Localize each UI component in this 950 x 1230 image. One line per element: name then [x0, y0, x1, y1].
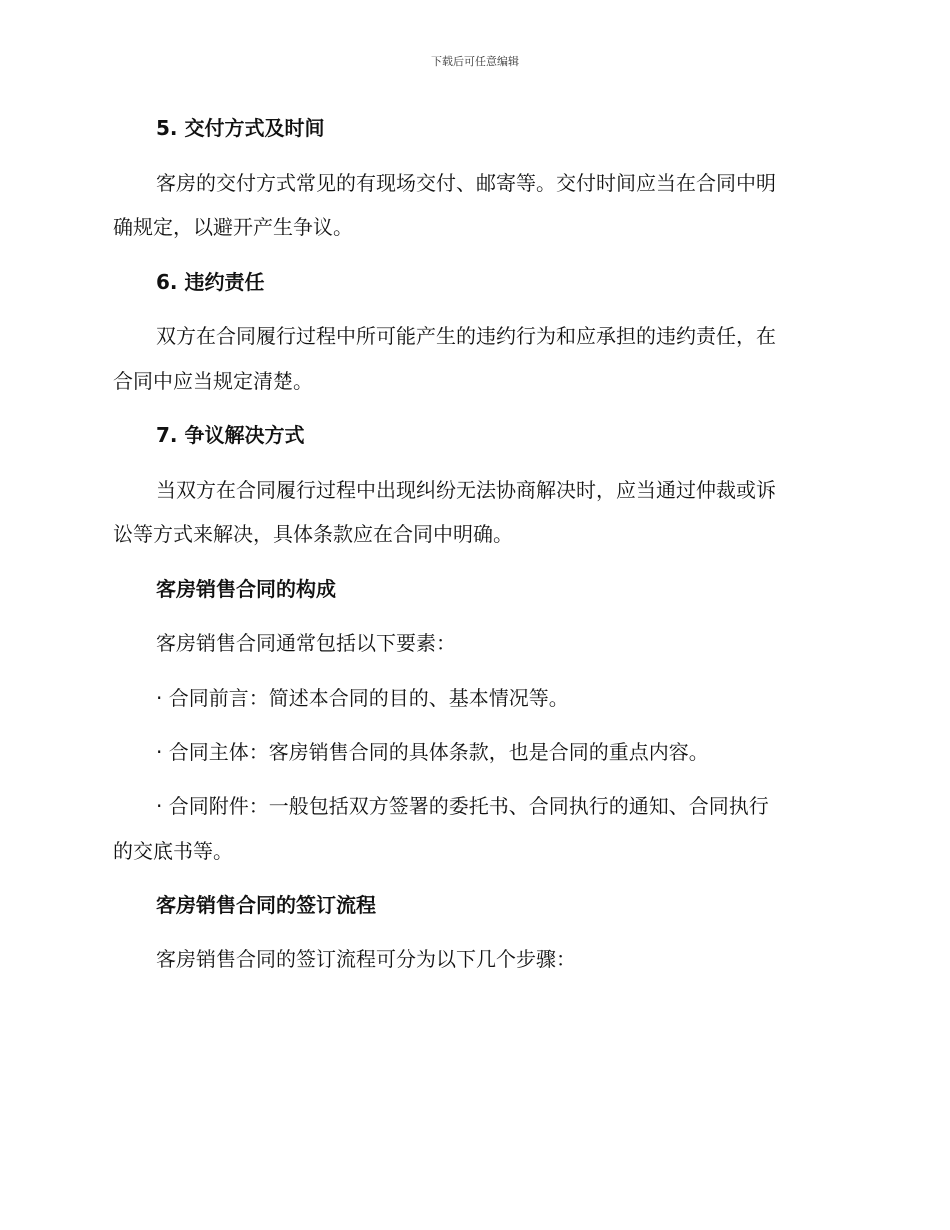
- list-item-preamble: · 合同前言：简述本合同的目的、基本情况等。: [156, 686, 569, 710]
- paragraph-composition-intro: 客房销售合同通常包括以下要素：: [156, 631, 456, 655]
- list-item-attachments-line-1: · 合同附件：一般包括双方签署的委托书、合同执行的通知、合同执行: [156, 794, 769, 818]
- paragraph-delivery-line-1: 客房的交付方式常见的有现场交付、邮寄等。交付时间应当在合同中明: [156, 171, 776, 195]
- page-header: 下载后可任意编辑: [431, 55, 519, 68]
- paragraph-delivery-line-2: 确规定，以避开产生争议。: [113, 215, 353, 239]
- paragraph-breach-line-2: 合同中应当规定清楚。: [113, 369, 313, 393]
- section-heading-composition: 客房销售合同的构成: [156, 577, 336, 601]
- section-heading-breach: 6. 违约责任: [156, 270, 265, 294]
- paragraph-signing-process-intro: 客房销售合同的签订流程可分为以下几个步骤：: [156, 947, 576, 971]
- section-heading-signing-process: 客房销售合同的签订流程: [156, 893, 376, 917]
- list-item-main-body: · 合同主体：客房销售合同的具体条款，也是合同的重点内容。: [156, 740, 709, 764]
- section-heading-delivery: 5. 交付方式及时间: [156, 116, 325, 140]
- paragraph-dispute-line-2: 讼等方式来解决，具体条款应在合同中明确。: [113, 522, 513, 546]
- paragraph-breach-line-1: 双方在合同履行过程中所可能产生的违约行为和应承担的违约责任，在: [156, 324, 776, 348]
- section-heading-dispute: 7. 争议解决方式: [156, 423, 305, 447]
- paragraph-dispute-line-1: 当双方在合同履行过程中出现纠纷无法协商解决时，应当通过仲裁或诉: [156, 478, 776, 502]
- list-item-attachments-line-2: 的交底书等。: [113, 839, 233, 863]
